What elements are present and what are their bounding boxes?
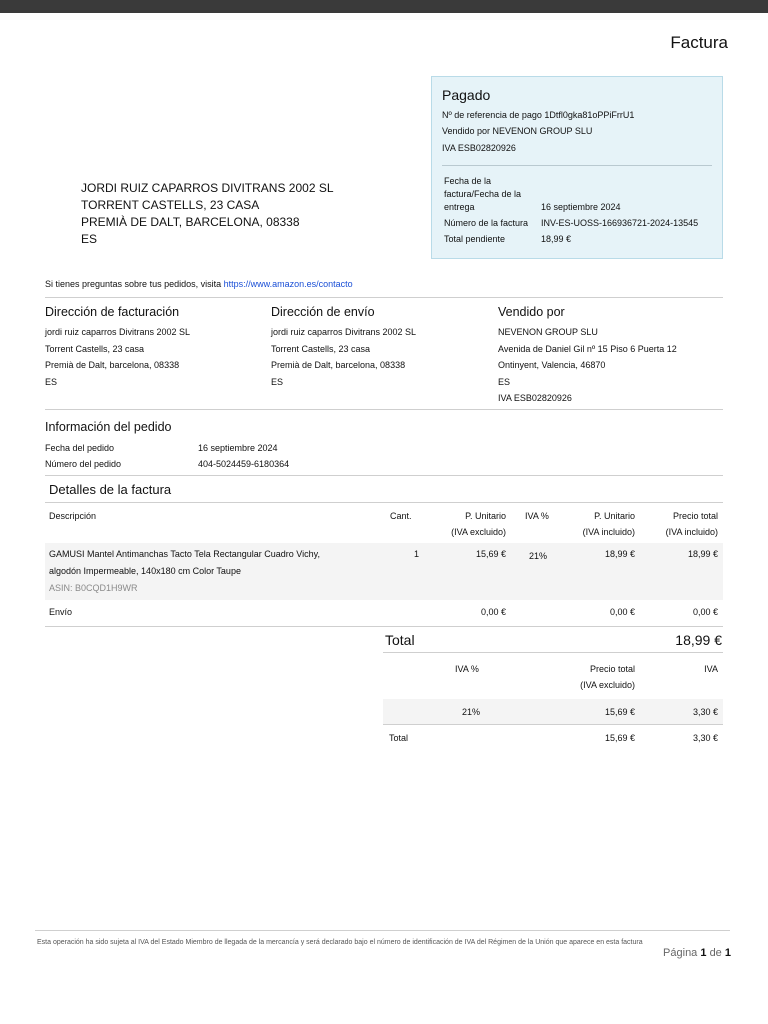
divider [45, 409, 723, 410]
page-number [663, 947, 731, 959]
vat-summary-total-amount: 15,69 € [604, 733, 635, 743]
header-unit-ex [420, 508, 506, 540]
top-bar [0, 0, 768, 13]
sold-by-line: ES [498, 376, 511, 387]
pending-total-value: 18,99 € [541, 234, 572, 244]
recipient-address [81, 180, 334, 248]
payment-reference: Nº de referencia de pago 1Dtfl0gka81oPPiFrrU1 [442, 110, 635, 120]
header-total [640, 508, 718, 540]
divider [383, 652, 723, 653]
sold-by-title: Vendido por [498, 305, 565, 319]
sold-by-line: Ontinyent, Valencia, 46870 [498, 360, 606, 370]
shipping-line: Torrent Castells, 23 casa [271, 343, 371, 354]
item-vat: 21% [529, 551, 548, 561]
page-total: 1 [724, 947, 731, 959]
billing-line: ES [45, 376, 58, 387]
vat-summary-total-label: Total [389, 733, 409, 743]
shipping-address [271, 305, 416, 390]
vat-summary-rate: 21% [462, 707, 481, 717]
order-date-value: 16 septiembre 2024 [198, 443, 278, 453]
vat-summary-header-iva: IVA [704, 664, 718, 674]
vat-summary-header-total-line2: (IVA excluido) [580, 680, 635, 690]
page-current: 1 [700, 947, 707, 959]
payment-vat: IVA ESB02820926 [442, 143, 516, 153]
vat-summary-header-vat: IVA % [455, 664, 479, 674]
item-description-line2: algodón Impermeable, 140x180 cm Color Taupe [49, 566, 241, 576]
recipient-line: TORRENT CASTELLS, 23 CASA [81, 198, 260, 212]
billing-title: Dirección de facturación [45, 305, 180, 319]
shipping-unit-ex: 0,00 € [480, 607, 506, 617]
recipient-line: JORDI RUIZ CAPARROS DIVITRANS 2002 SL [81, 181, 334, 195]
invoice-date-value: 16 septiembre 2024 [541, 202, 621, 212]
sold-by-line: IVA ESB02820926 [498, 393, 572, 403]
header-unit-in-line1: P. Unitario [594, 511, 635, 521]
header-vat: IVA % [525, 511, 549, 521]
contact-line [45, 279, 353, 289]
shipping-unit-in: 0,00 € [609, 607, 635, 617]
total-value: 18,99 € [675, 632, 722, 648]
item-qty: 1 [414, 549, 420, 559]
shipping-line: jordi ruiz caparros Divitrans 2002 SL [271, 327, 417, 337]
recipient-line: ES [81, 232, 98, 246]
shipping-label: Envío [49, 607, 73, 617]
shipping-title: Dirección de envío [271, 305, 375, 319]
pending-total-label: Total pendiente [444, 234, 506, 244]
header-unit-in [560, 508, 635, 540]
header-total-line2: (IVA incluido) [665, 527, 718, 537]
header-unit-in-line2: (IVA incluido) [582, 527, 635, 537]
order-info-title: Información del pedido [45, 420, 172, 434]
invoice-number-label: Número de la factura [444, 218, 529, 228]
item-unit-ex: 15,69 € [475, 549, 506, 559]
billing-line: Premià de Dalt, barcelona, 08338 [45, 360, 180, 370]
invoice-details-title: Detalles de la factura [49, 482, 172, 497]
payment-summary-box [431, 76, 723, 259]
item-description [49, 546, 320, 597]
item-total: 18,99 € [687, 549, 718, 559]
page-word: Página [663, 947, 698, 959]
item-description-line1: GAMUSI Mantel Antimanchas Tacto Tela Rectangular Cuadro Vichy, [49, 549, 320, 559]
order-number-label: Número del pedido [45, 459, 122, 469]
header-unit-ex-line1: P. Unitario [465, 511, 506, 521]
payment-status: Pagado [442, 87, 491, 103]
invoice-number-value: INV-ES-UOSS-166936721-2024-13545 [541, 218, 699, 228]
vat-summary-header-total-line1: Precio total [589, 664, 635, 674]
item-asin: ASIN: B0CQD1H9WR [49, 583, 138, 593]
footer-divider [35, 930, 730, 931]
contact-text: Si tienes preguntas sobre tus pedidos, visita [45, 279, 224, 289]
payment-seller: Vendido por NEVENON GROUP SLU [442, 126, 593, 136]
order-number-value: 404-5024459-6180364 [198, 459, 290, 469]
order-date-label: Fecha del pedido [45, 443, 115, 453]
recipient-line: PREMIÀ DE DALT, BARCELONA, 08338 [81, 215, 300, 229]
sold-by [498, 305, 677, 407]
header-unit-ex-line2: (IVA excluido) [451, 527, 506, 537]
contact-link[interactable]: https://www.amazon.es/contacto [223, 279, 353, 289]
footer-note: Esta operación ha sido sujeta al IVA del Estado Miembro de llegada de la mercancía y será declarado bajo el número de identificación de IVA del Régimen de la Unión que aparece en esta factura [37, 939, 643, 946]
shipping-line: Premià de Dalt, barcelona, 08338 [271, 360, 406, 370]
item-unit-in: 18,99 € [604, 549, 635, 559]
document-title: Factura [670, 33, 728, 52]
total-label: Total [385, 632, 415, 648]
vat-summary-total: 15,69 € [604, 707, 635, 717]
vat-summary-iva: 3,30 € [692, 707, 718, 717]
divider [45, 626, 723, 627]
billing-line: jordi ruiz caparros Divitrans 2002 SL [45, 327, 191, 337]
invoice-date-label: Fecha de la factura/Fecha de la entrega [444, 176, 522, 212]
shipping-line: ES [271, 376, 284, 387]
vat-summary-header-total [550, 661, 635, 693]
divider [383, 724, 723, 725]
billing-line: Torrent Castells, 23 casa [45, 343, 145, 354]
sold-by-line: Avenida de Daniel Gil nº 15 Piso 6 Puerta 12 [498, 343, 677, 354]
divider [45, 475, 723, 476]
header-description: Descripción [49, 511, 97, 521]
divider [45, 297, 723, 298]
header-qty: Cant. [390, 511, 412, 521]
payment-divider [442, 165, 712, 166]
billing-address [45, 305, 190, 390]
divider [45, 502, 723, 503]
shipping-total: 0,00 € [692, 607, 718, 617]
sold-by-line: NEVENON GROUP SLU [498, 327, 598, 337]
header-total-line1: Precio total [672, 511, 718, 521]
page-of: de [709, 947, 722, 959]
vat-summary-total-iva: 3,30 € [692, 733, 718, 743]
